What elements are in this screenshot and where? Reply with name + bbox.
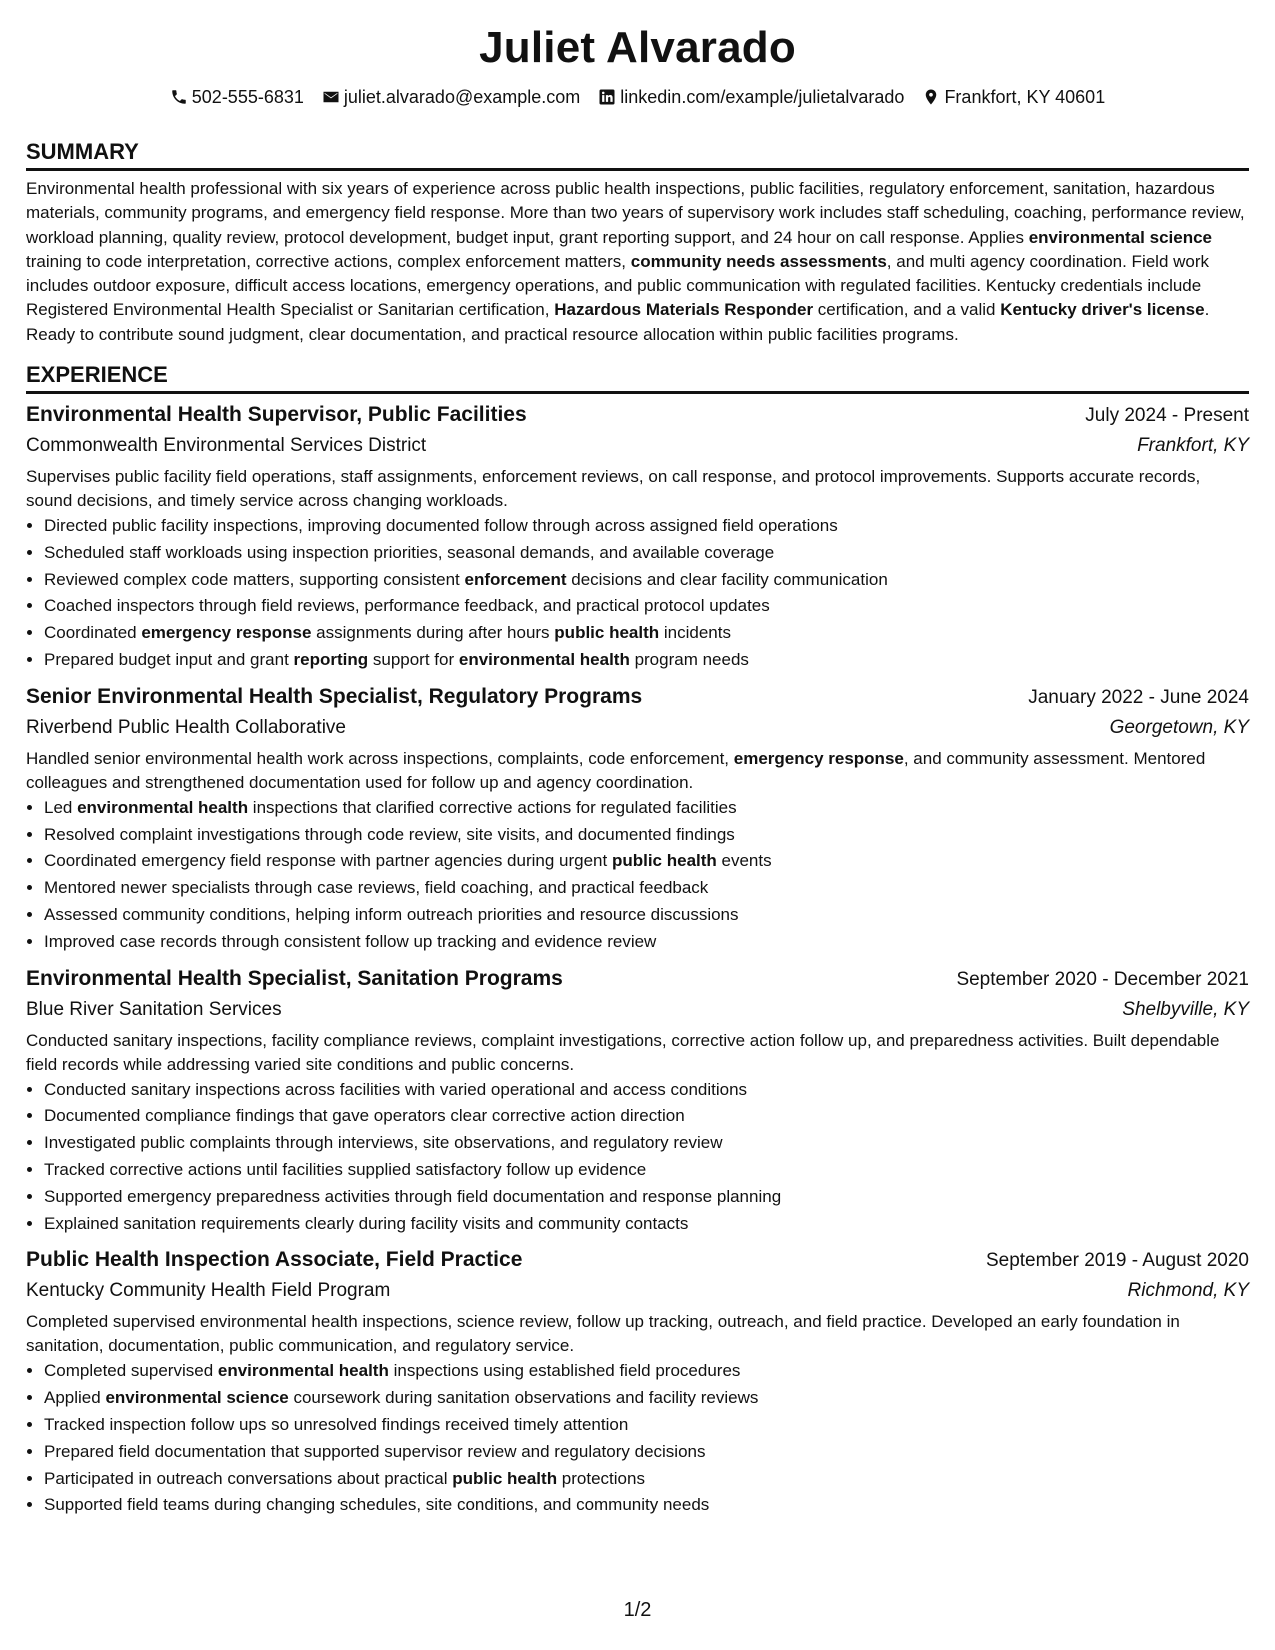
contact-linkedin[interactable] <box>598 84 904 110</box>
job-company: Riverbend Public Health Collaborative <box>26 716 347 738</box>
contact-email[interactable] <box>322 84 580 110</box>
bullet-item <box>44 540 1249 567</box>
text-run: Assessed community conditions, helping inform outreach priorities and resource discussions <box>44 905 739 925</box>
job-entry <box>26 682 1249 956</box>
job-description <box>26 747 1249 795</box>
text-run: Supported emergency preparedness activities through field documentation and response planning <box>44 1186 782 1206</box>
job-entry <box>26 1245 1249 1519</box>
location-text: Frankfort, KY 40601 <box>944 87 1106 107</box>
map-pin-icon <box>922 88 940 106</box>
experience-section <box>26 361 1249 1519</box>
text-run: Handled senior environmental health work across inspections, complaints, code enforcement, <box>26 748 734 768</box>
bold-keyword: community needs assessments <box>630 251 887 271</box>
text-run: Investigated public complaints through interviews, site observations, and regulatory review <box>44 1133 723 1153</box>
linkedin-text[interactable]: linkedin.com/example/julietalvarado <box>620 87 905 107</box>
text-run: Directed public facility inspections, improving documented follow through across assigned field operations <box>44 516 838 536</box>
bold-keyword: emergency response <box>141 623 312 643</box>
job-company: Kentucky Community Health Field Program <box>26 1280 391 1302</box>
job-header-row <box>26 1245 1249 1276</box>
text-run: , and community assessment. Mentored colleagues and strengthened documentation used for follow up and agency coordination. <box>26 748 1206 792</box>
bold-keyword: Kentucky driver's license <box>1000 300 1205 320</box>
bullet-item <box>44 1103 1249 1130</box>
text-run: Tracked inspection follow ups so unresolved findings received timely attention <box>44 1415 629 1435</box>
job-company-row <box>26 995 1249 1025</box>
text-run: . Ready to contribute sound judgment, clear documentation, and practical resource allocation within public facilities programs. <box>26 300 1210 344</box>
text-run: Conducted sanitary inspections across facilities with varied operational and access conditions <box>44 1079 748 1099</box>
phone-text: 502-555-6831 <box>191 87 304 107</box>
bullet-item <box>44 902 1249 929</box>
text-run: Supported field teams during changing schedules, site conditions, and community needs <box>44 1495 710 1515</box>
text-run: support for <box>368 650 459 670</box>
text-run: decisions and clear facility communication <box>566 569 888 589</box>
text-run: , and multi agency coordination. Field work includes outdoor exposure, difficult access locations, emergency operations, and public communication with regulated facilities. Kentucky credentials include Registered Environmental Health Specialist or Sanitarian certification, <box>26 251 1210 320</box>
job-bullets <box>26 513 1249 674</box>
text-run: Completed supervised environmental health inspections, science review, follow up tracking, outreach, and field practice. Developed an early foundation in sanitation, documentation, public communication, and regulatory service. <box>26 1312 1180 1356</box>
summary-text <box>26 177 1249 347</box>
text-run: training to code interpretation, corrective actions, complex enforcement matters, <box>26 251 631 271</box>
bold-keyword: reporting <box>293 650 369 670</box>
text-run: Prepared field documentation that supported supervisor review and regulatory decisions <box>44 1441 706 1461</box>
summary-heading: SUMMARY <box>26 138 1249 171</box>
text-run: Resolved complaint investigations through code review, site visits, and documented findings <box>44 824 735 844</box>
text-run: Environmental health professional with six years of experience across public health inspections, public facilities, regulatory enforcement, sanitation, hazardous materials, community programs, and emergency field response. More than two years of supervisory work includes staff scheduling, coaching, performance review, workload planning, quality review, protocol development, budget input, grant reporting support, and 24 hour on call response. Applies <box>26 179 1245 247</box>
bullet-item <box>44 1466 1249 1493</box>
bullet-item <box>44 1211 1249 1238</box>
text-run: assignments during after hours <box>311 623 555 643</box>
job-list <box>26 400 1249 1519</box>
text-run: Completed supervised <box>44 1361 218 1381</box>
job-header-row <box>26 682 1249 713</box>
bullet-item <box>44 848 1249 875</box>
bold-keyword: Hazardous Materials Responder <box>554 300 814 320</box>
job-description <box>26 1310 1249 1358</box>
page-number: 1/2 <box>623 1599 652 1621</box>
experience-heading: EXPERIENCE <box>26 361 1249 394</box>
text-run: Led <box>44 797 78 817</box>
job-company-row <box>26 713 1249 743</box>
bold-keyword: environmental health <box>458 650 630 670</box>
text-run: Coordinated <box>44 623 142 643</box>
text-run: Participated in outreach conversations about practical <box>44 1468 453 1488</box>
bullet-item <box>44 1412 1249 1439</box>
text-run: inspections using established field procedures <box>388 1361 741 1381</box>
bold-keyword: enforcement <box>464 569 567 589</box>
bullet-item <box>44 1130 1249 1157</box>
job-bullets <box>26 1358 1249 1519</box>
job-title: Environmental Health Supervisor, Public Facilities <box>26 403 527 427</box>
text-run: Reviewed complex code matters, supporting consistent <box>44 569 465 589</box>
text-run: events <box>716 851 772 871</box>
job-location: Frankfort, KY <box>1137 435 1249 457</box>
bullet-item <box>44 875 1249 902</box>
job-company: Blue River Sanitation Services <box>26 998 282 1020</box>
bullet-item <box>44 647 1249 674</box>
job-entry <box>26 400 1249 674</box>
job-title: Public Health Inspection Associate, Field Practice <box>26 1248 523 1272</box>
bold-keyword: environmental science <box>1028 227 1213 247</box>
bold-keyword: emergency response <box>733 748 904 768</box>
bullet-item <box>44 1157 1249 1184</box>
text-run: Prepared budget input and grant <box>44 650 294 670</box>
job-dates: January 2022 - June 2024 <box>1028 686 1249 708</box>
text-run: Coached inspectors through field reviews, performance feedback, and practical protocol updates <box>44 596 770 616</box>
bold-keyword: environmental health <box>217 1361 389 1381</box>
text-run: Supervises public facility field operations, staff assignments, enforcement reviews, on call response, and protocol improvements. Supports accurate records, sound decisions, and timely service across changing workloads. <box>26 467 1201 511</box>
job-location: Richmond, KY <box>1127 1280 1249 1302</box>
linkedin-icon <box>598 88 616 106</box>
job-dates: September 2019 - August 2020 <box>985 1250 1249 1272</box>
job-location: Shelbyville, KY <box>1122 998 1249 1020</box>
envelope-icon <box>322 88 340 106</box>
text-run: Coordinated emergency field response with partner agencies during urgent <box>44 851 612 871</box>
candidate-name: Juliet Alvarado <box>479 23 796 72</box>
bullet-item <box>44 1439 1249 1466</box>
job-header-row <box>26 964 1249 995</box>
bold-keyword: public health <box>611 851 717 871</box>
job-dates: July 2024 - Present <box>1085 405 1249 427</box>
job-title: Environmental Health Specialist, Sanitation Programs <box>26 966 563 990</box>
text-run: program needs <box>629 650 749 670</box>
text-run: Applied <box>44 1388 106 1408</box>
job-dates: September 2020 - December 2021 <box>956 968 1249 990</box>
text-run: coursework during sanitation observations and facility reviews <box>288 1388 759 1408</box>
bullet-item <box>44 620 1249 647</box>
job-company-row <box>26 431 1249 461</box>
bold-keyword: environmental health <box>77 797 249 817</box>
text-run: certification, and a valid <box>813 300 1001 320</box>
text-run: Scheduled staff workloads using inspection priorities, seasonal demands, and available coverage <box>44 542 775 562</box>
job-title: Senior Environmental Health Specialist, Regulatory Programs <box>26 684 643 708</box>
bullet-item <box>44 513 1249 540</box>
job-location: Georgetown, KY <box>1109 716 1249 738</box>
job-bullets <box>26 795 1249 956</box>
text-run: incidents <box>659 623 731 643</box>
bold-keyword: public health <box>554 623 660 643</box>
bullet-item <box>44 1184 1249 1211</box>
job-description <box>26 465 1249 513</box>
bullet-item <box>44 1385 1249 1412</box>
job-description <box>26 1029 1249 1077</box>
bold-keyword: public health <box>452 1468 558 1488</box>
bullet-item <box>44 567 1249 594</box>
text-run: Explained sanitation requirements clearly during facility visits and community contacts <box>44 1213 689 1233</box>
job-entry <box>26 964 1249 1238</box>
text-run: Tracked corrective actions until facilities supplied satisfactory follow up evidence <box>44 1160 647 1180</box>
phone-icon <box>170 88 188 106</box>
contact-bar <box>26 84 1249 110</box>
bullet-item <box>44 822 1249 849</box>
summary-section <box>26 138 1249 347</box>
contact-phone <box>170 84 304 110</box>
bold-keyword: environmental science <box>105 1388 289 1408</box>
text-run: Documented compliance findings that gave operators clear corrective action direction <box>44 1106 685 1126</box>
job-bullets <box>26 1077 1249 1238</box>
text-run: Improved case records through consistent follow up tracking and evidence review <box>44 931 657 951</box>
bullet-item <box>44 1492 1249 1519</box>
job-company: Commonwealth Environmental Services District <box>26 435 427 457</box>
text-run: inspections that clarified corrective actions for regulated facilities <box>248 797 737 817</box>
bullet-item <box>44 929 1249 956</box>
job-header-row <box>26 400 1249 431</box>
bullet-item <box>44 1358 1249 1385</box>
text-run: Conducted sanitary inspections, facility compliance reviews, complaint investigations, corrective action follow up, and preparedness activities. Built dependable field records while addressing varied site conditions and public concerns. <box>26 1030 1220 1074</box>
contact-location <box>922 84 1105 110</box>
text-run: protections <box>557 1468 645 1488</box>
text-run: Mentored newer specialists through case reviews, field coaching, and practical feedback <box>44 878 709 898</box>
job-company-row <box>26 1276 1249 1306</box>
bullet-item <box>44 795 1249 822</box>
bullet-item <box>44 593 1249 620</box>
bullet-item <box>44 1077 1249 1104</box>
email-text[interactable]: juliet.alvarado@example.com <box>343 87 581 107</box>
